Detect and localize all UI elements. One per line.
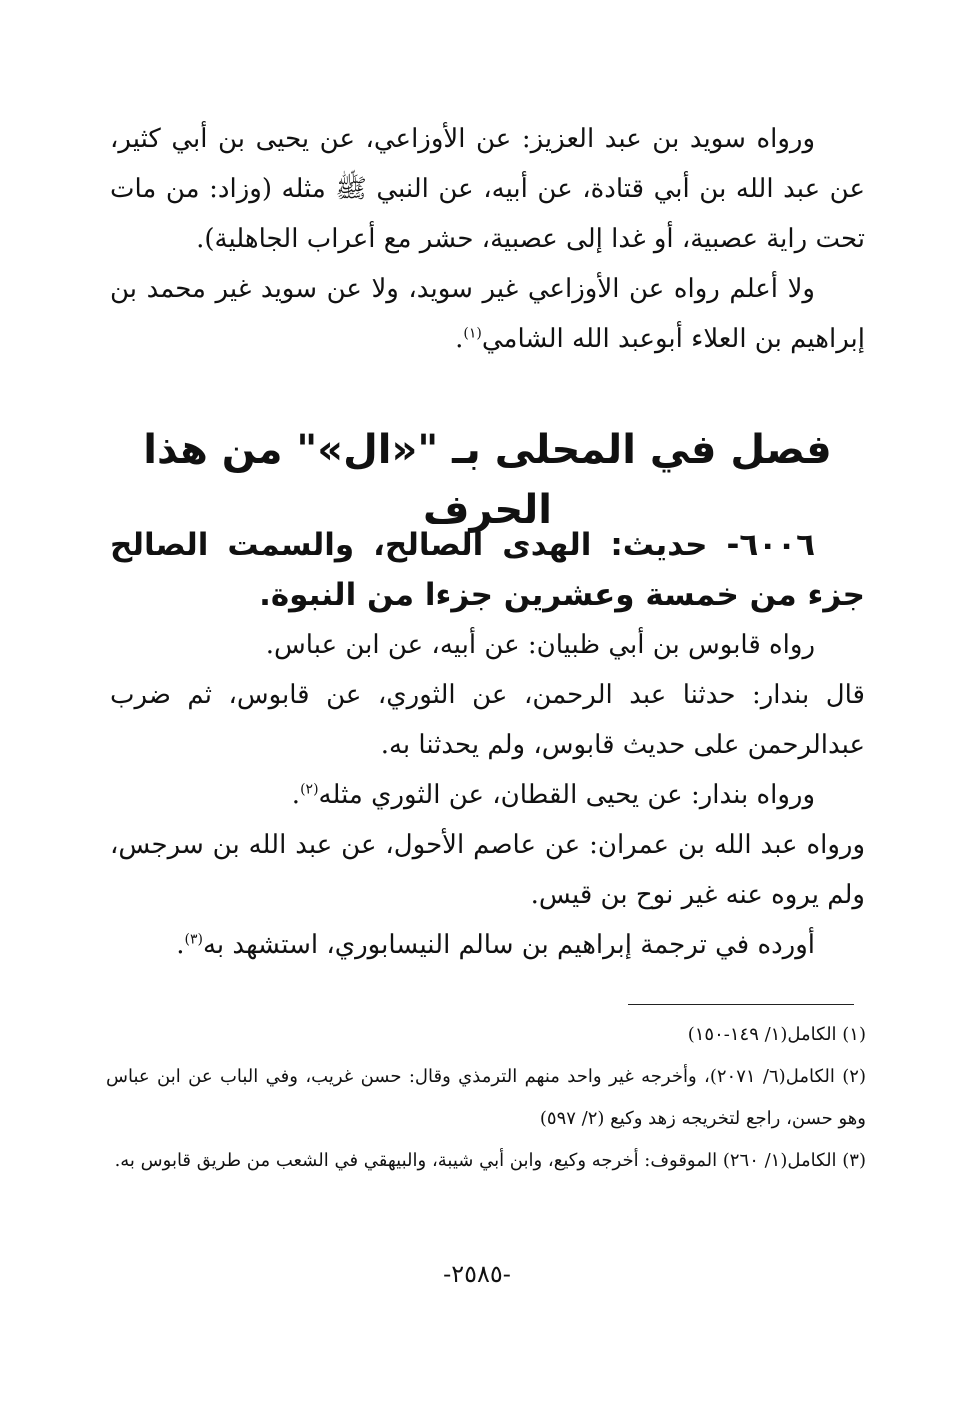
footnote-3: (٣) الكامل(١/ ٢٦٠) الموقوف: أخرجه وكيع، وابن أبي شيبة، والبيهقي في الشعب من طريق قابوس به. [114,1150,866,1171]
section-heading: فصل في المحلى بـ "«ال»" من هذا الحرف [143,427,832,533]
hadith-narration-text: أورده في ترجمة إبراهيم بن سالم النيسابوري، استشهد به [202,930,815,960]
footnote-marker: (٣) [184,931,203,948]
punctuation: . [455,324,464,354]
hadith-entry [110,520,865,970]
top-section [110,114,865,364]
footnotes [106,1014,866,1182]
hadith-narration-line: ورواه عبد الله بن عمران: عن عاصم الأحول، عن عبد الله بن سرجس، ولم يروه عنه غير نوح بن قيس. [110,830,865,910]
hadith-title: ٦٠٠٦- حديث: الهدى الصالح، والسمت الصالح جزء من خمسة وعشرين جزءا من النبوة. [110,527,865,613]
hadith-narration-line: رواه قابوس بن أبي ظبيان: عن أبيه، عن ابن عباس. [265,630,815,660]
punctuation: . [291,780,301,810]
footnote-1: (١) الكامل(١/ ١٤٩-١٥٠) [687,1024,866,1045]
page-number: -٢٥٨٥- [443,1260,511,1288]
footnote-marker: (٢) [300,781,319,798]
hadith-narration-line [110,920,865,970]
hadith-narration-line [110,770,865,820]
punctuation: . [176,930,185,960]
narration-paragraph: ورواه سويد بن عبد العزيز: عن الأوزاعي، عن يحيى بن أبي كثير، عن عبد الله بن أبي قتادة، عن أبيه، عن النبي ﷺ مثله (وزاد: من مات تحت راية عصبية، أو غدا إلى عصبية، حشر مع أعراب الجاهلية). [110,124,865,254]
narration-note-text: ولا أعلم رواه عن الأوزاعي غير سويد، ولا عن سويد غير محمد بن إبراهيم بن العلاء أبوعبد الله الشامي [110,274,865,354]
footnote-marker: (١) [463,325,482,342]
narration-note-paragraph [110,264,865,364]
hadith-narration-text: ورواه بندار: عن يحيى القطان، عن الثوري مثله [318,780,815,810]
footnote-divider [628,1004,854,1005]
hadith-narration-line: قال بندار: حدثنا عبد الرحمن، عن الثوري، عن قابوس، ثم ضرب عبدالرحمن على حديث قابوس، ولم يحدثنا به. [110,680,865,760]
footnote-2: (٢) الكامل(٦/ ٢٠٧١)، وأخرجه غير واحد منهم الترمذي وقال: حسن غريب، وفي الباب عن ابن عباس وهو حسن، راجع لتخريجه زهد وكيع (٢/ ٥٩٧) [106,1066,866,1129]
